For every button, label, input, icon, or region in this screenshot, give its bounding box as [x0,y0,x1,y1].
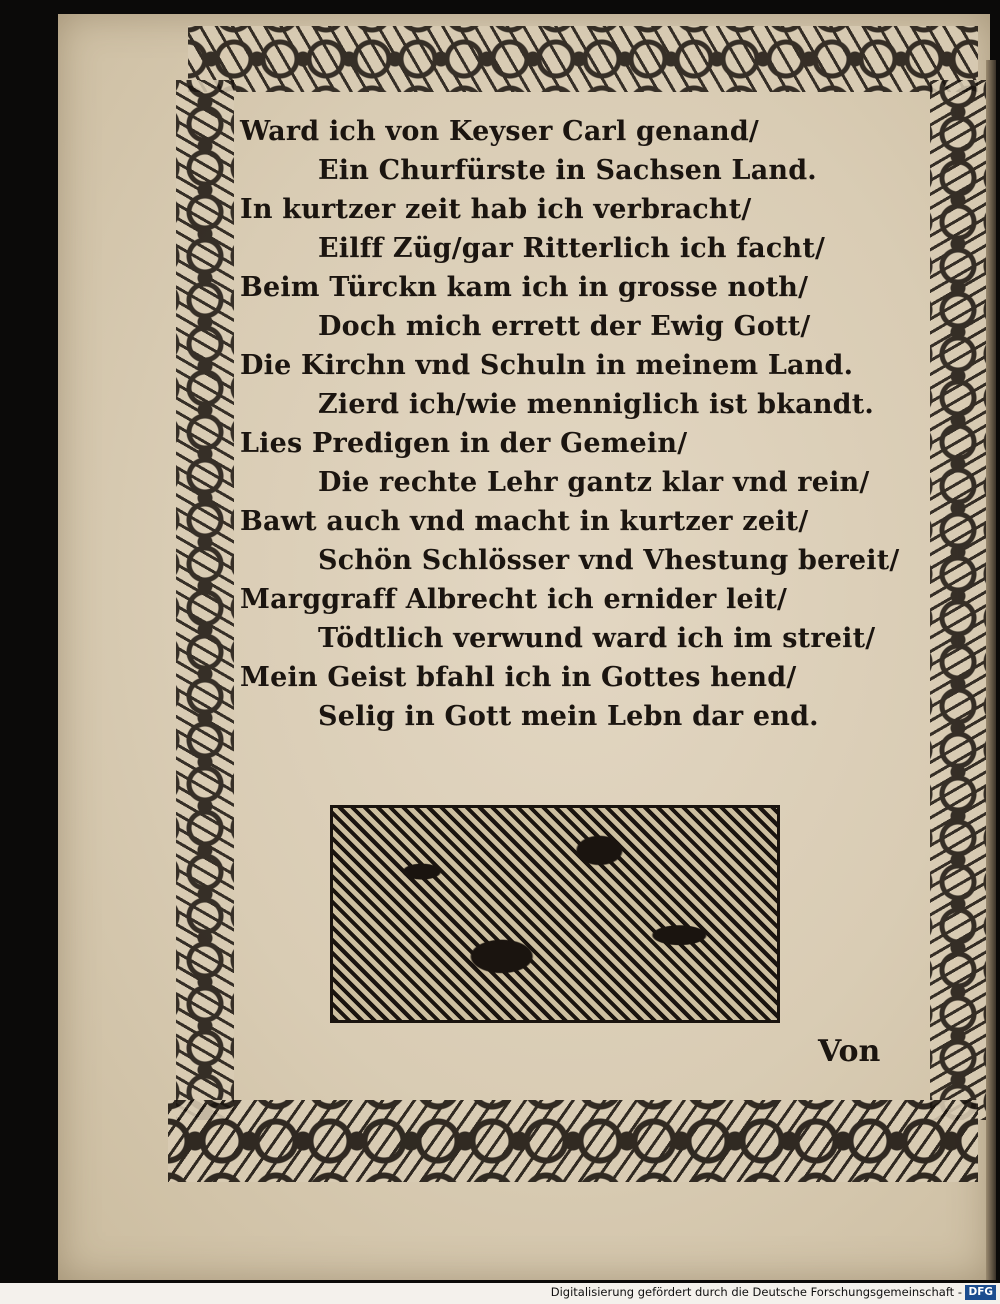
ornamental-border-bottom [168,1100,978,1182]
catchword: Von [818,1034,881,1069]
poem-line: Beim Türckn kam ich in grosse noth/ [240,272,809,303]
page-edge [986,60,996,1280]
poem-line: Schön Schlösser vnd Vhestung bereit/ [318,545,900,576]
poem-line: Zierd ich/wie menniglich ist bkandt. [318,389,875,420]
dfg-logo: DFG [965,1285,996,1300]
poem-line: In kurtzer zeit hab ich verbracht/ [240,194,752,225]
footer-credit: Digitalisierung gefördert durch die Deutsche Forschungsgemeinschaft - [550,1285,962,1299]
poem-line: Bawt auch vnd macht in kurtzer zeit/ [240,506,809,537]
ornamental-border-right [930,80,986,1120]
poem-line: Die rechte Lehr gantz klar vnd rein/ [318,467,870,498]
poem-line: Lies Predigen in der Gemein/ [240,428,688,459]
woodcut-illustration [330,805,780,1023]
poem-line: Eilff Züg/gar Ritterlich ich facht/ [318,233,826,264]
ornamental-border-left [176,80,234,1120]
poem-line: Die Kirchn vnd Schuln in meinem Land. [240,350,854,381]
poem-line: Ward ich von Keyser Carl genand/ [240,116,759,147]
poem-line: Doch mich errett der Ewig Gott/ [318,311,811,342]
poem-line: Ein Churfürste in Sachsen Land. [318,155,817,186]
poem-line: Selig in Gott mein Lebn dar end. [318,701,819,732]
poem-text [240,112,920,736]
poem-line: Tödtlich verwund ward ich im streit/ [318,623,876,654]
footer-bar [0,1283,1000,1304]
poem-line: Mein Geist bfahl ich in Gottes hend/ [240,662,797,693]
ornamental-border-top [188,26,978,92]
poem-line: Marggraff Albrecht ich ernider leit/ [240,584,788,615]
